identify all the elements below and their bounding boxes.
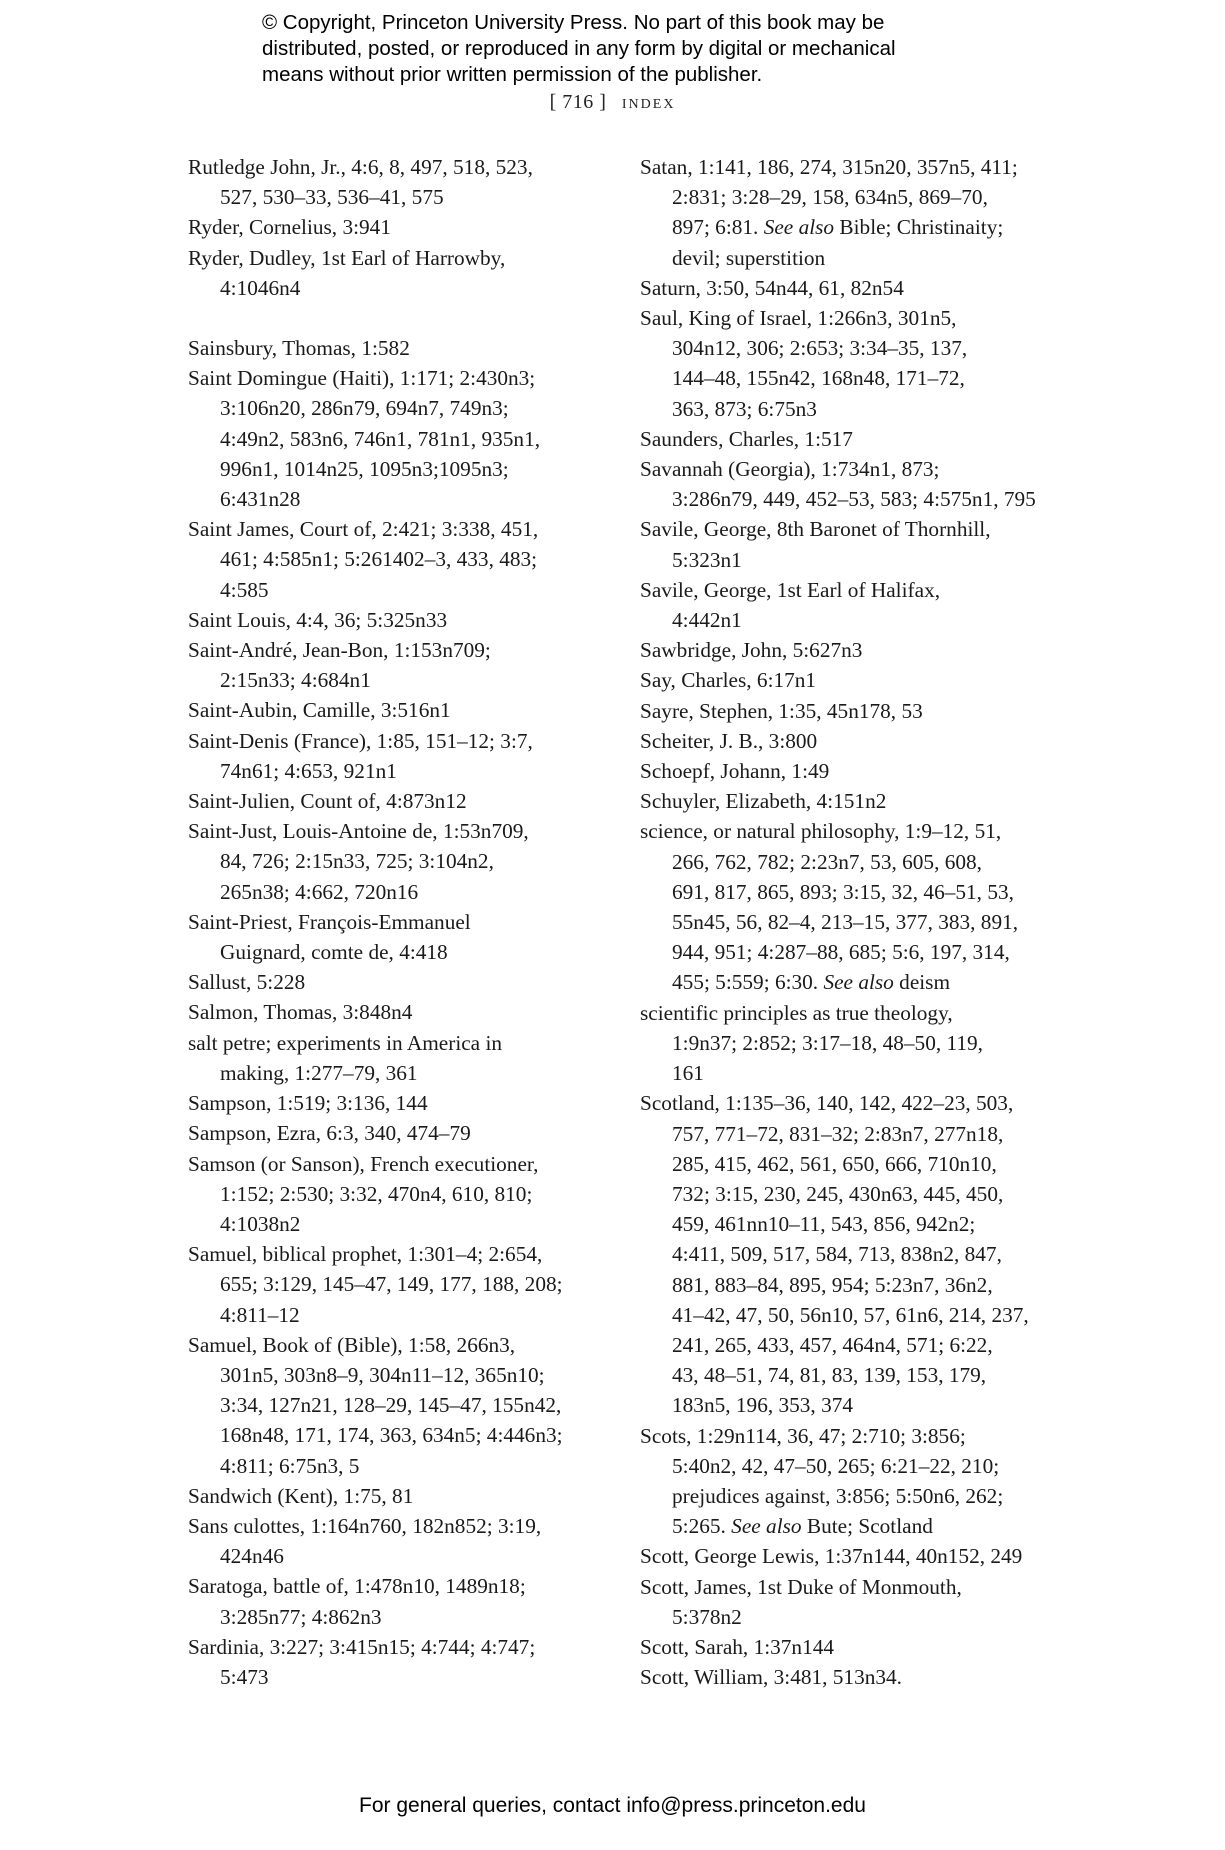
index-entry: Saint Louis, 4:4, 36; 5:325n33 (188, 607, 448, 632)
entry-text: Savannah (Georgia), 1:734n1, 873; 3:286n79, 449, 452–53, 583; 4:575n1, 795 (640, 457, 1036, 512)
entry-text: Saunders, Charles, 1:517 (640, 426, 853, 451)
index-entry (640, 273, 1160, 303)
entry-text: Schoepf, Johann, 1:49 (640, 759, 830, 784)
entry-text: Schuyler, Elizabeth, 4:151n2 (640, 789, 887, 814)
section-title: index (621, 91, 676, 113)
index-entry: Sainsbury, Thomas, 1:582 (188, 336, 410, 361)
entry-text: scientific principles as true theology, 1:9n37; 2:852; 3:17–18, 48–50, 119, 161 (640, 1000, 983, 1086)
entry-text: Savile, George, 8th Baronet of Thornhill, 5:323n1 (640, 517, 991, 572)
index-entry (640, 1421, 1160, 1542)
see-also-targets: Bute; Scotland (801, 1514, 933, 1539)
index-entry (640, 1632, 1160, 1662)
index-column-left (188, 152, 708, 1692)
index-entry: Samson (or Sanson), French executioner, 1:152; 2:530; 3:32, 470n4, 610, 810; 4:1038n2 (188, 1151, 539, 1236)
copyright-line: © Copyright, Princeton University Press. No part of this book may be (262, 11, 885, 34)
index-entry: Sardinia, 3:227; 3:415n15; 4:744; 4:747; 5:473 (188, 1634, 536, 1689)
entry-text: Scott, George Lewis, 1:37n144, 40n152, 249 (640, 1544, 1023, 1569)
index-entry: Saratoga, battle of, 1:478n10, 1489n18; 3:285n77; 4:862n3 (188, 1574, 526, 1629)
index-entry: Sampson, Ezra, 6:3, 340, 474–79 (188, 1121, 471, 1146)
copyright-notice (262, 10, 1062, 88)
index-entry: Ryder, Dudley, 1st Earl of Harrowby, 4:1046n4 (188, 245, 506, 300)
page-number: [ 716 ] (549, 91, 607, 113)
index-entry (640, 998, 1160, 1089)
footer-contact: For general queries, contact info@press.princeton.edu (359, 1794, 866, 1817)
entry-text: Scott, James, 1st Duke of Monmouth, 5:378n2 (640, 1574, 962, 1629)
copyright-line: means without prior written permission of the publisher. (262, 63, 763, 86)
see-also-targets: Bible; Christinaity; devil; superstition (672, 215, 1004, 270)
see-also-targets: deism (893, 970, 951, 995)
index-entry (640, 635, 1160, 665)
index-entry: Saint-André, Jean-Bon, 1:153n709; 2:15n33; 4:684n1 (188, 638, 491, 693)
see-also-label: See also (763, 215, 835, 240)
index-entry (640, 816, 1160, 997)
entry-text: Saturn, 3:50, 54n44, 61, 82n54 (640, 275, 904, 300)
entry-text: Scotland, 1:135–36, 140, 142, 422–23, 503, 757, 771–72, 831–32; 2:83n7, 277n18, 285, 415, 462, 561, 650, 666, 710n10, 732; 3:15, 230, 245, 430n63, 445, 450, 459, 461nn10–11, 543, 856, 942n2; 4:411, 509, 517, 584, 713, 838n2, 847, 881, 883–84, 895, 954; 5:23n7, 36n2, 41–42, 47, 50, 56n10, 57, 61n6, 214, 237, 241, 265, 433, 457, 464n4, 571; 6:22, 43, 48–51, 74, 81, 83, 139, 153, 179, 183n5, 196, 353, 374 (640, 1091, 1029, 1418)
index-entry (640, 152, 1160, 273)
index-entry (640, 514, 1160, 574)
entry-text: Scott, William, 3:481, 513n34. (640, 1665, 902, 1690)
index-entry (640, 575, 1160, 635)
index-entry: Saint Domingue (Haiti), 1:171; 2:430n3; 3:106n20, 286n79, 694n7, 749n3; 4:49n2, 583n6, 746n1, 781n1, 935n1, 996n1, 1014n25, 1095n3;1095n3; 6:431n28 (188, 366, 541, 512)
copyright-line: distributed, posted, or reproduced in any form by digital or mechanical (262, 37, 896, 60)
index-entry: Samuel, biblical prophet, 1:301–4; 2:654, 655; 3:129, 145–47, 149, 177, 188, 208; 4:811–12 (188, 1242, 563, 1327)
index-entry (640, 696, 1160, 726)
index-entry: Sandwich (Kent), 1:75, 81 (188, 1483, 414, 1508)
entry-text: Say, Charles, 6:17n1 (640, 668, 817, 693)
index-entry (640, 665, 1160, 695)
index-entry: Saint-Aubin, Camille, 3:516n1 (188, 698, 451, 723)
entry-text: Satan, 1:141, 186, 274, 315n20, 357n5, 411; 2:831; 3:28–29, 158, 634n5, 869–70, 897; 6:81. (640, 155, 1018, 240)
index-entry: Salmon, Thomas, 3:848n4 (188, 1000, 413, 1025)
entry-text: Scott, Sarah, 1:37n144 (640, 1634, 835, 1659)
index-entry (640, 756, 1160, 786)
index-entry: Saint-Just, Louis-Antoine de, 1:53n709, 84, 726; 2:15n33, 725; 3:104n2, 265n38; 4:662, 720n16 (188, 819, 529, 904)
entry-text: Scots, 1:29n114, 36, 47; 2:710; 3:856; 5:40n2, 42, 47–50, 265; 6:21–22, 210; prejudices against, 3:856; 5:50n6, 262; 5:265. (640, 1423, 1004, 1539)
entry-text: Sawbridge, John, 5:627n3 (640, 638, 863, 663)
see-also-label: See also (731, 1514, 802, 1539)
running-head (0, 91, 1225, 114)
entry-text: Saul, King of Israel, 1:266n3, 301n5, 304n12, 306; 2:653; 3:34–35, 137, 144–48, 155n42, 168n48, 171–72, 363, 873; 6:75n3 (640, 306, 968, 421)
index-entry (640, 454, 1160, 514)
index-entry: Sallust, 5:228 (188, 970, 306, 995)
index-entry (640, 1662, 1160, 1692)
index-entry (640, 303, 1160, 424)
entry-text: Savile, George, 1st Earl of Halifax, 4:442n1 (640, 577, 941, 633)
index-entry: Saint-Priest, François-Emmanuel Guignard, comte de, 4:418 (188, 909, 471, 965)
index-entry: Saint-Denis (France), 1:85, 151–12; 3:7, 74n61; 4:653, 921n1 (188, 728, 533, 783)
index-entry: Rutledge John, Jr., 4:6, 8, 497, 518, 523, 527, 530–33, 536–41, 575 (188, 155, 533, 210)
entry-text: science, or natural philosophy, 1:9–12, 51, 266, 762, 782; 2:23n7, 53, 605, 608, 691, 817, 865, 893; 3:15, 32, 46–51, 53, 55n45, 56, 82–4, 213–15, 377, 383, 891, 944, 951; 4:287–88, 685; 5:6, 197, 314, 455; 5:559; 6:30. (640, 819, 1019, 995)
entry-text: Sayre, Stephen, 1:35, 45n178, 53 (640, 698, 923, 723)
index-entry: Ryder, Cornelius, 3:941 (188, 215, 391, 240)
index-entry (640, 786, 1160, 816)
index-entry: Sampson, 1:519; 3:136, 144 (188, 1091, 428, 1116)
index-entry (640, 1088, 1160, 1420)
index-entry (640, 1541, 1160, 1571)
index-entry (640, 726, 1160, 756)
index-column-right (640, 152, 1160, 1692)
index-entry (640, 1572, 1160, 1632)
index-entry: salt petre; experiments in America in making, 1:277–79, 361 (188, 1030, 503, 1085)
see-also-label: See also (823, 970, 894, 995)
index-entry: Sans culottes, 1:164n760, 182n852; 3:19, 424n46 (188, 1513, 542, 1569)
index-entry: Samuel, Book of (Bible), 1:58, 266n3, 301n5, 303n8–9, 304n11–12, 365n10; 3:34, 127n21, 128–29, 145–47, 155n42, 168n48, 171, 174, 363, 634n5; 4:446n3; 4:811; 6:75n3, 5 (188, 1332, 563, 1478)
entry-text: Scheiter, J. B., 3:800 (640, 728, 818, 753)
index-entry: Saint-Julien, Count of, 4:873n12 (188, 789, 467, 814)
index-entry: Saint James, Court of, 2:421; 3:338, 451, 461; 4:585n1; 5:261402–3, 433, 483; 4:585 (188, 517, 539, 602)
index-entry (640, 424, 1160, 454)
